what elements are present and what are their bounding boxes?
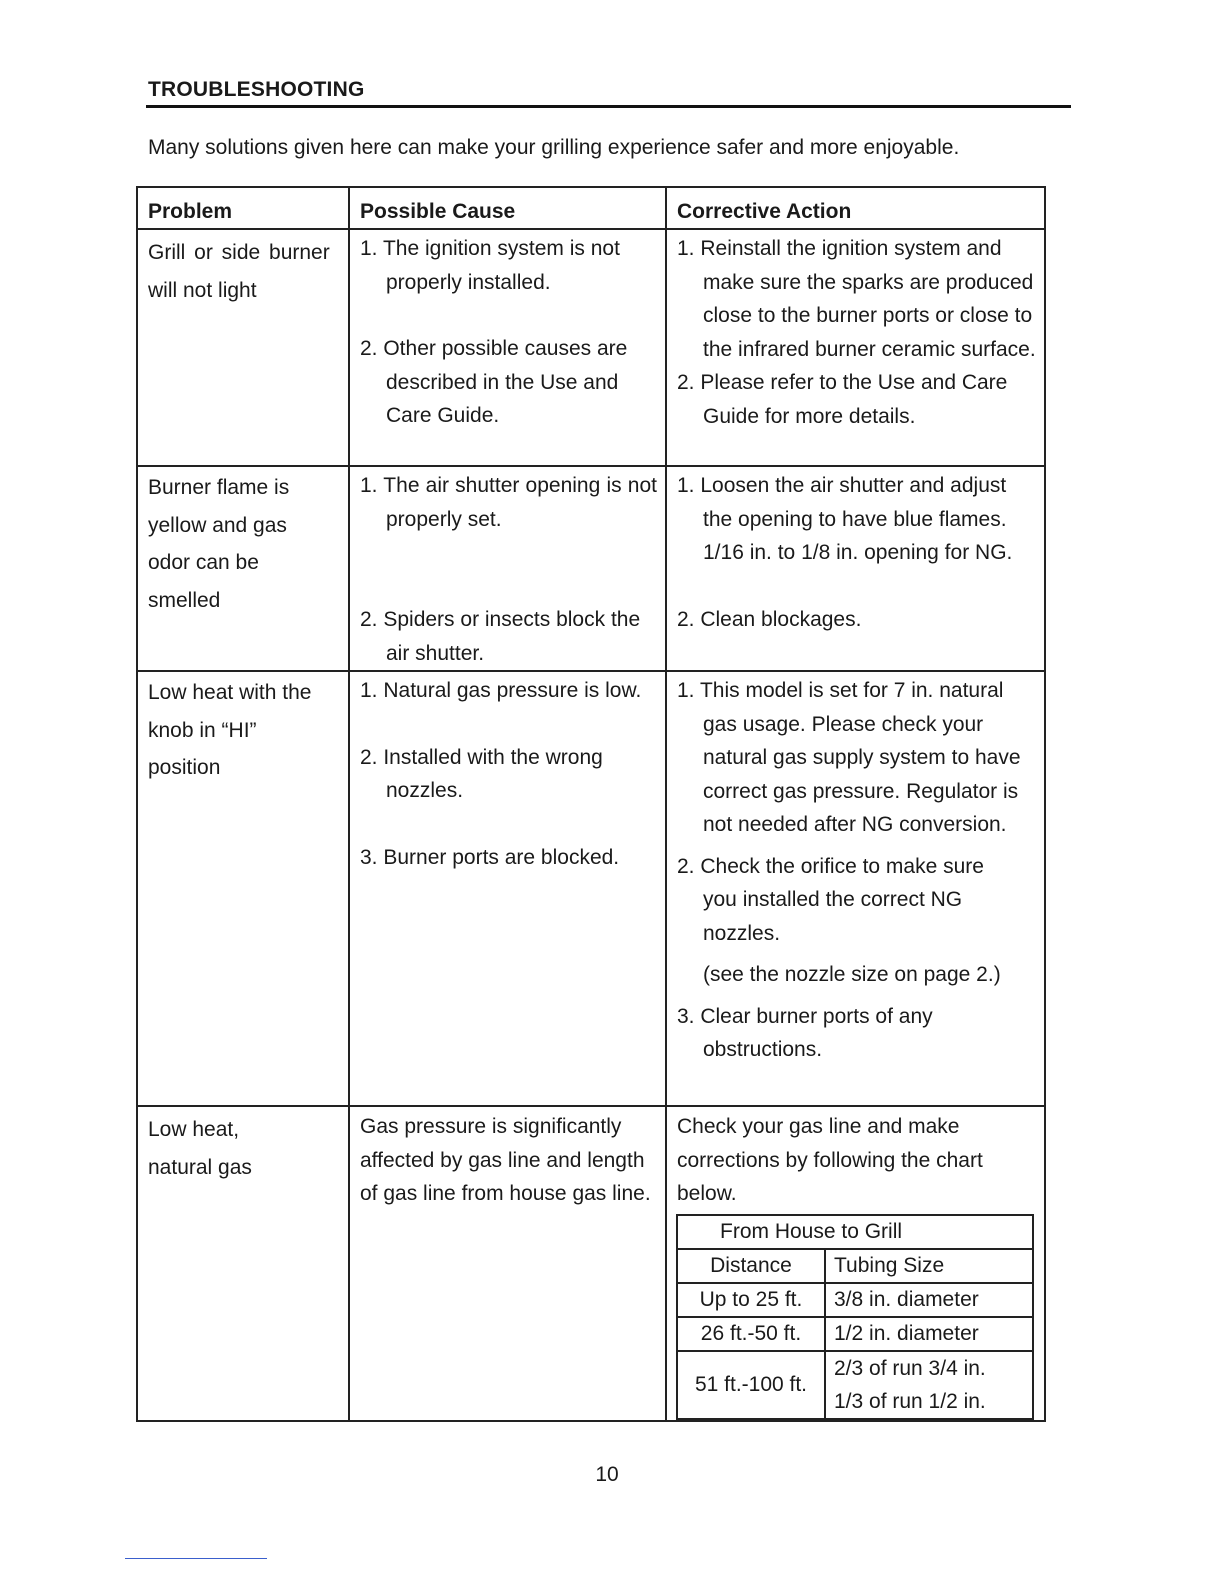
action-cell bbox=[666, 671, 1045, 1106]
chart-size: 3/8 in. diameter bbox=[825, 1283, 1033, 1317]
column-header-action: Corrective Action bbox=[666, 187, 1045, 229]
cause-item: 3. Burner ports are blocked. bbox=[360, 845, 620, 869]
problem-line: Low heat with the bbox=[148, 681, 312, 704]
chart-distance: 51 ft.-100 ft. bbox=[677, 1351, 825, 1419]
table-row bbox=[137, 229, 1045, 466]
action-item: 2. Clean blockages. bbox=[677, 607, 862, 631]
chart-distance: Up to 25 ft. bbox=[677, 1283, 825, 1317]
table-row bbox=[137, 1106, 1045, 1421]
problem-line: natural gas bbox=[148, 1155, 252, 1179]
problem-line: Burner flame is bbox=[148, 476, 290, 499]
problem-line: yellow and gas bbox=[148, 513, 287, 537]
chart-row bbox=[677, 1283, 1033, 1317]
cause-item: 1. The ignition system is not properly installed. bbox=[360, 237, 620, 294]
cause-cell bbox=[349, 466, 666, 671]
action-item: 1. Loosen the air shutter and adjust the opening to have blue flames. 1/16 in. to 1/8 in. opening for NG. bbox=[677, 474, 1013, 564]
action-cell bbox=[666, 229, 1045, 466]
problem-line: Grill or side burner bbox=[148, 241, 330, 264]
action-note: (see the nozzle size on page 2.) bbox=[703, 963, 1001, 986]
problem-cell bbox=[137, 1106, 349, 1421]
chart-size: 1/2 in. diameter bbox=[825, 1317, 1033, 1351]
cause-item: 2. Other possible causes are described in the Use and Care Guide. bbox=[360, 337, 628, 427]
problem-line: will not light bbox=[148, 278, 257, 302]
chart-size-line: 2/3 of run 3/4 in. bbox=[834, 1356, 986, 1380]
cause-item: 2. Installed with the wrong nozzles. bbox=[360, 745, 603, 802]
problem-line: knob in “HI” bbox=[148, 718, 257, 742]
chart-row bbox=[677, 1317, 1033, 1351]
action-item: 3. Clear burner ports of any obstructions. bbox=[677, 1004, 933, 1061]
problem-cell bbox=[137, 229, 349, 466]
chart-header-distance: Distance bbox=[677, 1249, 825, 1283]
chart-row bbox=[677, 1351, 1033, 1419]
chart-size-line: 1/3 of run 1/2 in. bbox=[834, 1389, 986, 1413]
chart-distance: 26 ft.-50 ft. bbox=[677, 1317, 825, 1351]
cause-cell bbox=[349, 229, 666, 466]
column-header-problem: Problem bbox=[137, 187, 349, 229]
tubing-size-chart bbox=[676, 1214, 1034, 1420]
page-title: TROUBLESHOOTING bbox=[148, 78, 365, 101]
troubleshooting-table bbox=[136, 186, 1046, 1422]
page-number: 10 bbox=[595, 1463, 619, 1486]
cause-cell bbox=[349, 671, 666, 1106]
cause-item: 1. Natural gas pressure is low. bbox=[360, 679, 642, 702]
chart-size bbox=[825, 1351, 1033, 1419]
cause-item: 1. The air shutter opening is not properly set. bbox=[360, 474, 657, 531]
chart-header-size: Tubing Size bbox=[825, 1249, 1033, 1283]
action-item: 1. Reinstall the ignition system and make sure the sparks are produced close to the burner ports or close to the infrared burner ceramic surface. bbox=[677, 237, 1036, 361]
cause-text: Gas pressure is significantly affected by gas line and length of gas line from house gas line. bbox=[360, 1115, 651, 1205]
chart-title: From House to Grill bbox=[677, 1215, 1033, 1249]
action-cell bbox=[666, 1106, 1045, 1421]
cause-item: 2. Spiders or insects block the air shutter. bbox=[360, 608, 641, 665]
footer-link-underline bbox=[125, 1558, 267, 1559]
problem-line: odor can be bbox=[148, 551, 259, 574]
intro-text: Many solutions given here can make your grilling experience safer and more enjoyable. bbox=[148, 136, 960, 159]
title-divider bbox=[146, 105, 1071, 108]
problem-cell bbox=[137, 466, 349, 671]
problem-cell bbox=[137, 671, 349, 1106]
action-item: 2. Please refer to the Use and Care Guide for more details. bbox=[677, 371, 1008, 428]
table-row bbox=[137, 466, 1045, 671]
problem-line: smelled bbox=[148, 588, 221, 612]
action-item: 2. Check the orifice to make sure you installed the correct NG nozzles. bbox=[677, 854, 984, 945]
action-text: Check your gas line and make corrections by following the chart below. bbox=[677, 1115, 983, 1205]
problem-line: position bbox=[148, 756, 221, 779]
cause-cell bbox=[349, 1106, 666, 1421]
action-item: 1. This model is set for 7 in. natural gas usage. Please check your natural gas supply system to have correct gas pressure. Regulator is not needed after NG conversion. bbox=[677, 679, 1021, 836]
table-header-row bbox=[137, 187, 1045, 229]
table-row bbox=[137, 671, 1045, 1106]
column-header-cause: Possible Cause bbox=[349, 187, 666, 229]
problem-line: Low heat, bbox=[148, 1118, 240, 1141]
action-cell bbox=[666, 466, 1045, 671]
